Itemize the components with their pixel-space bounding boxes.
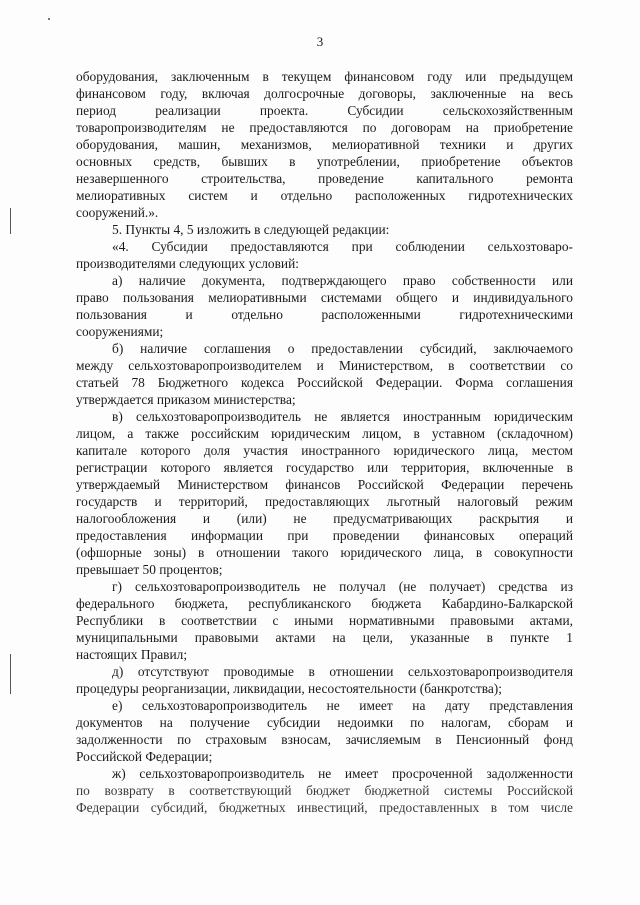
text-line: утверждается приказом министерства; <box>76 392 296 407</box>
text-line: Республики в соответствии с иными нормативными правовыми актами, <box>76 613 573 628</box>
document-body <box>76 68 573 816</box>
text-line: производителями следующих условий: <box>76 256 299 271</box>
text-line: «4. Субсидии предоставляются при соблюдении сельхозтоваро- <box>112 239 573 254</box>
text-line: лицом, а также российским юридическим лицом, в уставном (складочном) <box>76 426 573 441</box>
text-line: 5. Пункты 4, 5 изложить в следующей редакции: <box>112 222 390 237</box>
text-line: превышает 50 процентов; <box>76 562 223 577</box>
text-line: настоящих Правил; <box>76 647 188 662</box>
text-line: статьей 78 Бюджетного кодекса Российской Федерации. Форма соглашения <box>76 375 573 390</box>
scan-speck <box>48 18 50 20</box>
text-line: д) отсутствуют проводимые в отношении сельхозтоваропроизводителя <box>112 664 573 679</box>
page-number: 3 <box>316 34 324 49</box>
text-line: незавершенного строительства, проведение капитального ремонта <box>76 171 573 186</box>
text-line: сооружений.». <box>76 205 159 220</box>
text-line: а) наличие документа, подтверждающего право собственности или <box>112 273 573 288</box>
text-line: муниципальными правовыми актами на цели, указанные в пункте 1 <box>76 630 573 645</box>
text-line: между сельхозтоваропроизводителем и Министерством, в соответствии со <box>76 358 573 373</box>
text-line: государств и территорий, предоставляющих льготный налоговый режим <box>76 494 573 509</box>
text-line: товаропроизводителям не предоставляются по договорам на приобретение <box>76 120 573 135</box>
text-line: финансовом году, включая долгосрочные договоры, заключенные на весь <box>76 86 573 101</box>
text-line: капитале которого доля участия иностранного юридического лица, местом <box>76 443 573 458</box>
text-line: период реализации проекта. Субсидии сельскохозяйственным <box>76 103 573 118</box>
text-line: ж) сельхозтоваропроизводитель не имеет просроченной задолженности <box>112 766 573 781</box>
text-line: задолженности по страховым взносам, зачисляемым в Пенсионный фонд <box>76 732 573 747</box>
text-line: в) сельхозтоваропроизводитель не является иностранным юридическим <box>112 409 573 424</box>
text-line: документов на получение субсидии недоимки по налогам, сборам и <box>76 715 573 730</box>
text-line: (офшорные зоны) в отношении такого юридического лица, в совокупности <box>76 545 573 560</box>
text-line: утверждаемый Министерством финансов Российской Федерации перечень <box>76 477 573 492</box>
text-line: е) сельхозтоваропроизводитель не имеет на дату представления <box>112 698 573 713</box>
text-line: пользования и отдельно расположенными гидротехническими <box>76 307 573 322</box>
text-line: сооружениями; <box>76 324 164 339</box>
text-line: оборудования, машин, механизмов, мелиоративной техники и других <box>76 137 573 152</box>
text-line: регистрации которого является государство или территория, включенные в <box>76 460 573 475</box>
text-line: налогообложения и (или) не предусматривающих раскрытия и <box>76 511 573 526</box>
text-line: г) сельхозтоваропроизводитель не получал (не получает) средства из <box>112 579 573 594</box>
text-line: право пользования мелиоративными системами общего и индивидуального <box>76 290 573 305</box>
text-line: основных средств, бывших в употреблении, приобретение объектов <box>76 154 573 169</box>
text-line: Федерации субсидий, бюджетных инвестиций, предоставленных в том числе <box>76 800 573 815</box>
text-line: федерального бюджета, республиканского бюджета Кабардино-Балкарской <box>76 596 573 611</box>
text-line: предоставления информации при проведении финансовых операций <box>76 528 573 543</box>
text-line: процедуры реорганизации, ликвидации, несостоятельности (банкротства); <box>76 681 502 696</box>
text-line: оборудования, заключенным в текущем финансовом году или предыдущем <box>76 69 573 84</box>
text-line: мелиоративных систем и отдельно расположенных гидротехнических <box>76 188 573 203</box>
text-line: б) наличие соглашения о предоставлении субсидий, заключаемого <box>112 341 573 356</box>
scan-margin-mark <box>10 654 11 694</box>
text-line: Российской Федерации; <box>76 749 213 764</box>
scan-margin-mark <box>10 208 11 234</box>
text-line: по возврату в соответствующий бюджет бюджетной системы Российской <box>76 783 573 798</box>
